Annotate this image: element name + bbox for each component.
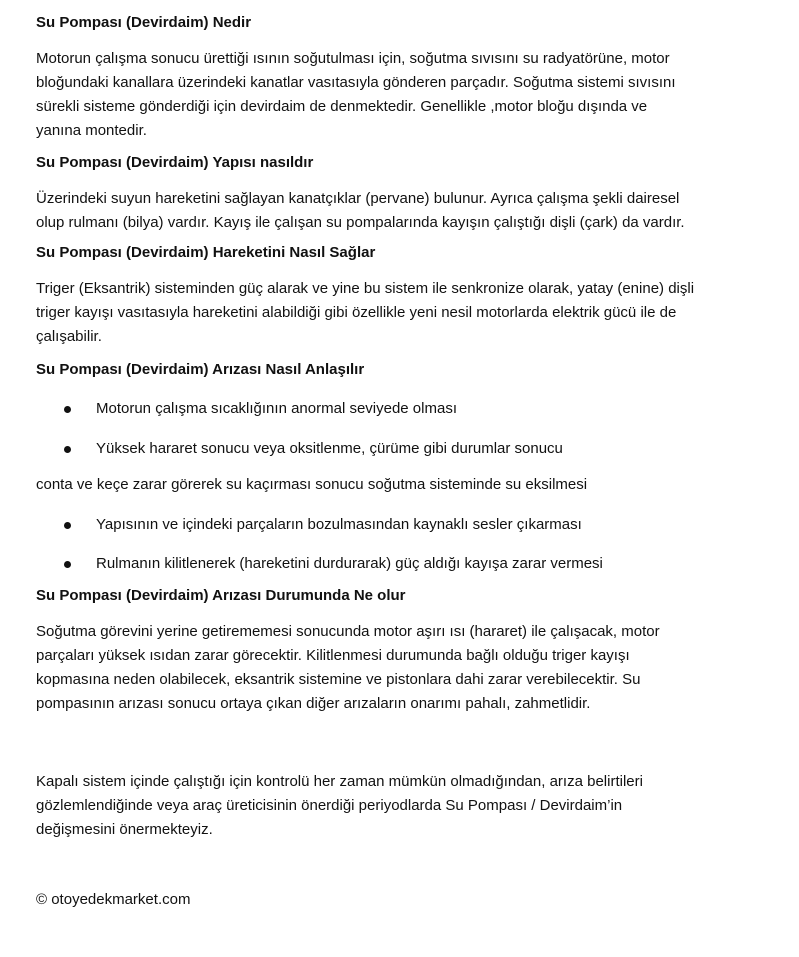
paragraph-line: parçaları yüksek ısıdan zarar görecektir. Kilitlenmesi durumunda bağlı olduğu triger kayışı (36, 647, 630, 664)
list-item-text: Yüksek hararet sonucu veya oksitlenme, çürüme gibi durumlar sonucu (96, 440, 563, 457)
section-heading-failure-signs: Su Pompası (Devirdaim) Arızası Nasıl Anlaşılır (36, 361, 365, 378)
section-paragraph-structure (36, 187, 779, 235)
paragraph-line: bloğundaki kanallara üzerindeki kanatlar vasıtasıyla gönderen parçadır. Soğutma sistemi sıvısını (36, 74, 676, 91)
paragraph-line: yanına montedir. (36, 122, 147, 139)
copyright-footer: © otoyedekmarket.com (36, 891, 191, 908)
paragraph-line: Motorun çalışma sonucu ürettiği ısının soğutulması için, soğutma sıvısını su radyatörüne, motor (36, 50, 670, 67)
paragraph-line: Soğutma görevini yerine getirememesi sonucunda motor aşırı ısı (hararet) ile çalışacak, motor (36, 623, 660, 640)
section-paragraph-what-is (36, 47, 779, 143)
list-item (36, 513, 779, 537)
paragraph-line: triger kayışı vasıtasıyla hareketini alabildiği gibi özellikle yeni nesil motorlarda elektrik gücü ile de (36, 304, 677, 321)
list-item (36, 437, 779, 461)
paragraph-line: Triger (Eksantrik) sisteminden güç alarak ve yine bu sistem ile senkronize olarak, yatay (enine) dişli (36, 280, 695, 297)
paragraph-line: Üzerindeki suyun hareketini sağlayan kanatçıklar (pervane) bulunur. Ayrıca çalışma şekli dairesel (36, 190, 680, 207)
section-heading-what-is: Su Pompası (Devirdaim) Nedir (36, 14, 252, 31)
list-item-text: Yapısının ve içindeki parçaların bozulmasından kaynaklı sesler çıkarması (96, 516, 582, 533)
list-item-text: Motorun çalışma sıcaklığının anormal seviyede olması (96, 400, 457, 417)
bullet-icon (64, 446, 71, 453)
bullet-icon (64, 406, 71, 413)
paragraph-line: sürekli sisteme gönderdiği için devirdaim de denmektedir. Genellikle ,motor bloğu dışında ve (36, 98, 648, 115)
paragraph-line: değişmesini önermekteyiz. (36, 821, 213, 838)
paragraph-line: kopmasına neden olabilecek, eksantrik sistemine ve pistonlara dahi zarar verebilecektir. Su (36, 671, 641, 688)
list-item (36, 552, 779, 576)
continuation-line: conta ve keçe zarar görerek su kaçırması sonucu soğutma sisteminde su eksilmesi (36, 476, 588, 493)
paragraph-line: pompasının arızası sonucu ortaya çıkan diğer arızaların onarımı pahalı, zahmetlidir. (36, 695, 591, 712)
section-paragraph-consequences (36, 620, 779, 716)
paragraph-line: çalışabilir. (36, 328, 102, 345)
section-heading-motion: Su Pompası (Devirdaim) Hareketini Nasıl Sağlar (36, 244, 376, 261)
list-item (36, 397, 779, 421)
list-item-text: Rulmanın kilitlenerek (hareketini durdurarak) güç aldığı kayışa zarar vermesi (96, 555, 603, 572)
bullet-list-symptoms-a (36, 397, 779, 461)
paragraph-line: Kapalı sistem içinde çalıştığı için kontrolü her zaman mümkün olmadığından, arıza belirtileri (36, 773, 643, 790)
section-paragraph-motion (36, 277, 779, 349)
closing-paragraph (36, 770, 779, 842)
paragraph-line: olup rulmanı (bilya) vardır. Kayış ile çalışan su pompalarında kayışın çalıştığı dişli (çark) da vardır. (36, 214, 685, 231)
bullet-icon (64, 561, 71, 568)
bullet-list-symptoms-b (36, 513, 779, 576)
bullet-icon (64, 522, 71, 529)
paragraph-line: gözlemlendiğinde veya araç üreticisinin önerdiği periyodlarda Su Pompası / Devirdaim’in (36, 797, 623, 814)
section-heading-structure: Su Pompası (Devirdaim) Yapısı nasıldır (36, 154, 314, 171)
section-heading-consequences: Su Pompası (Devirdaim) Arızası Durumunda Ne olur (36, 587, 406, 604)
